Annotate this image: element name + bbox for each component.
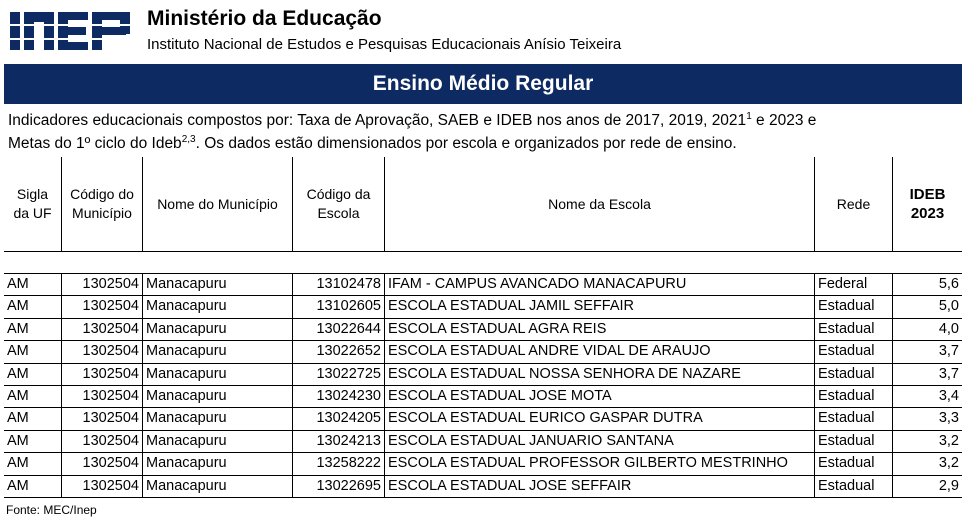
cell-network: Estadual <box>815 341 893 362</box>
cell-school-name: ESCOLA ESTADUAL EURICO GASPAR DUTRA <box>385 408 815 429</box>
cell-school-code: 13102478 <box>293 274 385 295</box>
cell-uf: AM <box>4 296 62 317</box>
cell-school-code: 13024205 <box>293 408 385 429</box>
cell-ideb: 3,7 <box>938 365 959 382</box>
cell-school-name: ESCOLA ESTADUAL JANUARIO SANTANA <box>385 431 815 452</box>
cell-ideb: 5,0 <box>938 298 959 315</box>
table-body <box>4 273 962 498</box>
cell-uf: AM <box>4 431 62 452</box>
cell-ideb: 3,4 <box>938 387 959 404</box>
cell-school-code: 13022695 <box>293 476 385 497</box>
header-school-code: Código da Escola <box>293 157 385 251</box>
cell-uf: AM <box>4 341 62 362</box>
cell-mun-name: Manacapuru <box>143 408 293 429</box>
description-text: . Os dados estão dimensionados por escola e organizados por rede de ensino. <box>195 135 737 152</box>
table-row <box>4 364 962 386</box>
cell-network: Estadual <box>815 364 893 385</box>
source-note: Fonte: MEC/Inep <box>6 503 97 517</box>
cell-school-name: ESCOLA ESTADUAL AGRA REIS <box>385 319 815 340</box>
description-text: Indicadores educacionais compostos por: Taxa de Aprovação, SAEB e IDEB nos anos de 2017, 2019, 2021 <box>8 112 747 129</box>
table-row <box>4 274 962 296</box>
header-municipality-name: Nome do Município <box>143 157 293 251</box>
cell-school-name: ESCOLA ESTADUAL ANDRE VIDAL DE ARAUJO <box>385 341 815 362</box>
table-row <box>4 408 962 430</box>
header-network: Rede <box>815 157 893 251</box>
cell-school-code: 13022725 <box>293 364 385 385</box>
description-text: Metas do 1º ciclo do Ideb <box>8 135 182 152</box>
cell-mun-name: Manacapuru <box>143 319 293 340</box>
table-row <box>4 319 962 341</box>
cell-network: Estadual <box>815 296 893 317</box>
cell-mun-code: 1302504 <box>62 453 143 474</box>
cell-school-code: 13022644 <box>293 319 385 340</box>
section-banner: Ensino Médio Regular <box>4 64 962 104</box>
cell-mun-name: Manacapuru <box>143 296 293 317</box>
cell-network: Estadual <box>815 319 893 340</box>
cell-mun-code: 1302504 <box>62 274 143 295</box>
cell-school-name: ESCOLA ESTADUAL JOSE SEFFAIR <box>385 476 815 497</box>
cell-mun-name: Manacapuru <box>143 364 293 385</box>
cell-uf: AM <box>4 319 62 340</box>
cell-school-name: ESCOLA ESTADUAL NOSSA SENHORA DE NAZARE <box>385 364 815 385</box>
cell-mun-code: 1302504 <box>62 341 143 362</box>
table-row <box>4 386 962 408</box>
table-row <box>4 476 962 498</box>
cell-network: Estadual <box>815 408 893 429</box>
cell-school-name: ESCOLA ESTADUAL JOSE MOTA <box>385 386 815 407</box>
cell-uf: AM <box>4 364 62 385</box>
cell-school-name: ESCOLA ESTADUAL JAMIL SEFFAIR <box>385 296 815 317</box>
cell-school-code: 13102605 <box>293 296 385 317</box>
cell-mun-code: 1302504 <box>62 476 143 497</box>
cell-mun-name: Manacapuru <box>143 341 293 362</box>
cell-network: Estadual <box>815 476 893 497</box>
footnote-ref: 1 <box>746 111 752 122</box>
table-row <box>4 431 962 453</box>
institute-name: Instituto Nacional de Estudos e Pesquisas Educacionais Anísio Teixeira <box>147 36 622 53</box>
cell-mun-name: Manacapuru <box>143 453 293 474</box>
cell-mun-code: 1302504 <box>62 319 143 340</box>
cell-network: Federal <box>815 274 893 295</box>
cell-school-code: 13024230 <box>293 386 385 407</box>
cell-mun-code: 1302504 <box>62 364 143 385</box>
cell-ideb: 2,9 <box>938 477 959 494</box>
table-header <box>4 157 962 252</box>
page-header <box>0 0 969 64</box>
cell-school-name: ESCOLA ESTADUAL PROFESSOR GILBERTO MESTRINHO <box>385 453 815 474</box>
table-row <box>4 341 962 363</box>
cell-uf: AM <box>4 476 62 497</box>
header-ideb: IDEB 2023 <box>909 186 946 222</box>
cell-network: Estadual <box>815 431 893 452</box>
cell-network: Estadual <box>815 386 893 407</box>
description <box>8 109 958 155</box>
table-row <box>4 296 962 318</box>
cell-ideb: 3,2 <box>938 455 959 472</box>
cell-uf: AM <box>4 453 62 474</box>
cell-mun-code: 1302504 <box>62 296 143 317</box>
header-municipality-code: Código do Município <box>62 157 143 251</box>
cell-ideb: 5,6 <box>938 276 959 292</box>
cell-mun-code: 1302504 <box>62 408 143 429</box>
cell-school-name: IFAM - CAMPUS AVANCADO MANACAPURU <box>385 274 815 295</box>
footnote-ref: 2,3 <box>181 134 196 145</box>
table-row <box>4 453 962 475</box>
cell-network: Estadual <box>815 453 893 474</box>
cell-school-code: 13258222 <box>293 453 385 474</box>
cell-ideb: 4,0 <box>938 320 959 337</box>
cell-school-code: 13022652 <box>293 341 385 362</box>
header-school-name: Nome da Escola <box>385 157 815 251</box>
cell-ideb: 3,7 <box>938 343 959 360</box>
cell-mun-name: Manacapuru <box>143 386 293 407</box>
cell-uf: AM <box>4 408 62 429</box>
cell-school-code: 13024213 <box>293 431 385 452</box>
cell-uf: AM <box>4 274 62 295</box>
ministry-title: Ministério da Educação <box>147 7 382 30</box>
description-text: e 2023 e <box>751 112 817 129</box>
cell-mun-code: 1302504 <box>62 386 143 407</box>
cell-mun-code: 1302504 <box>62 431 143 452</box>
cell-mun-name: Manacapuru <box>143 274 293 295</box>
header-uf: Sigla da UF <box>4 157 62 251</box>
cell-ideb: 3,2 <box>938 432 959 449</box>
cell-mun-name: Manacapuru <box>143 476 293 497</box>
cell-ideb: 3,3 <box>938 410 959 427</box>
cell-mun-name: Manacapuru <box>143 431 293 452</box>
cell-uf: AM <box>4 386 62 407</box>
inep-logo <box>10 10 138 52</box>
